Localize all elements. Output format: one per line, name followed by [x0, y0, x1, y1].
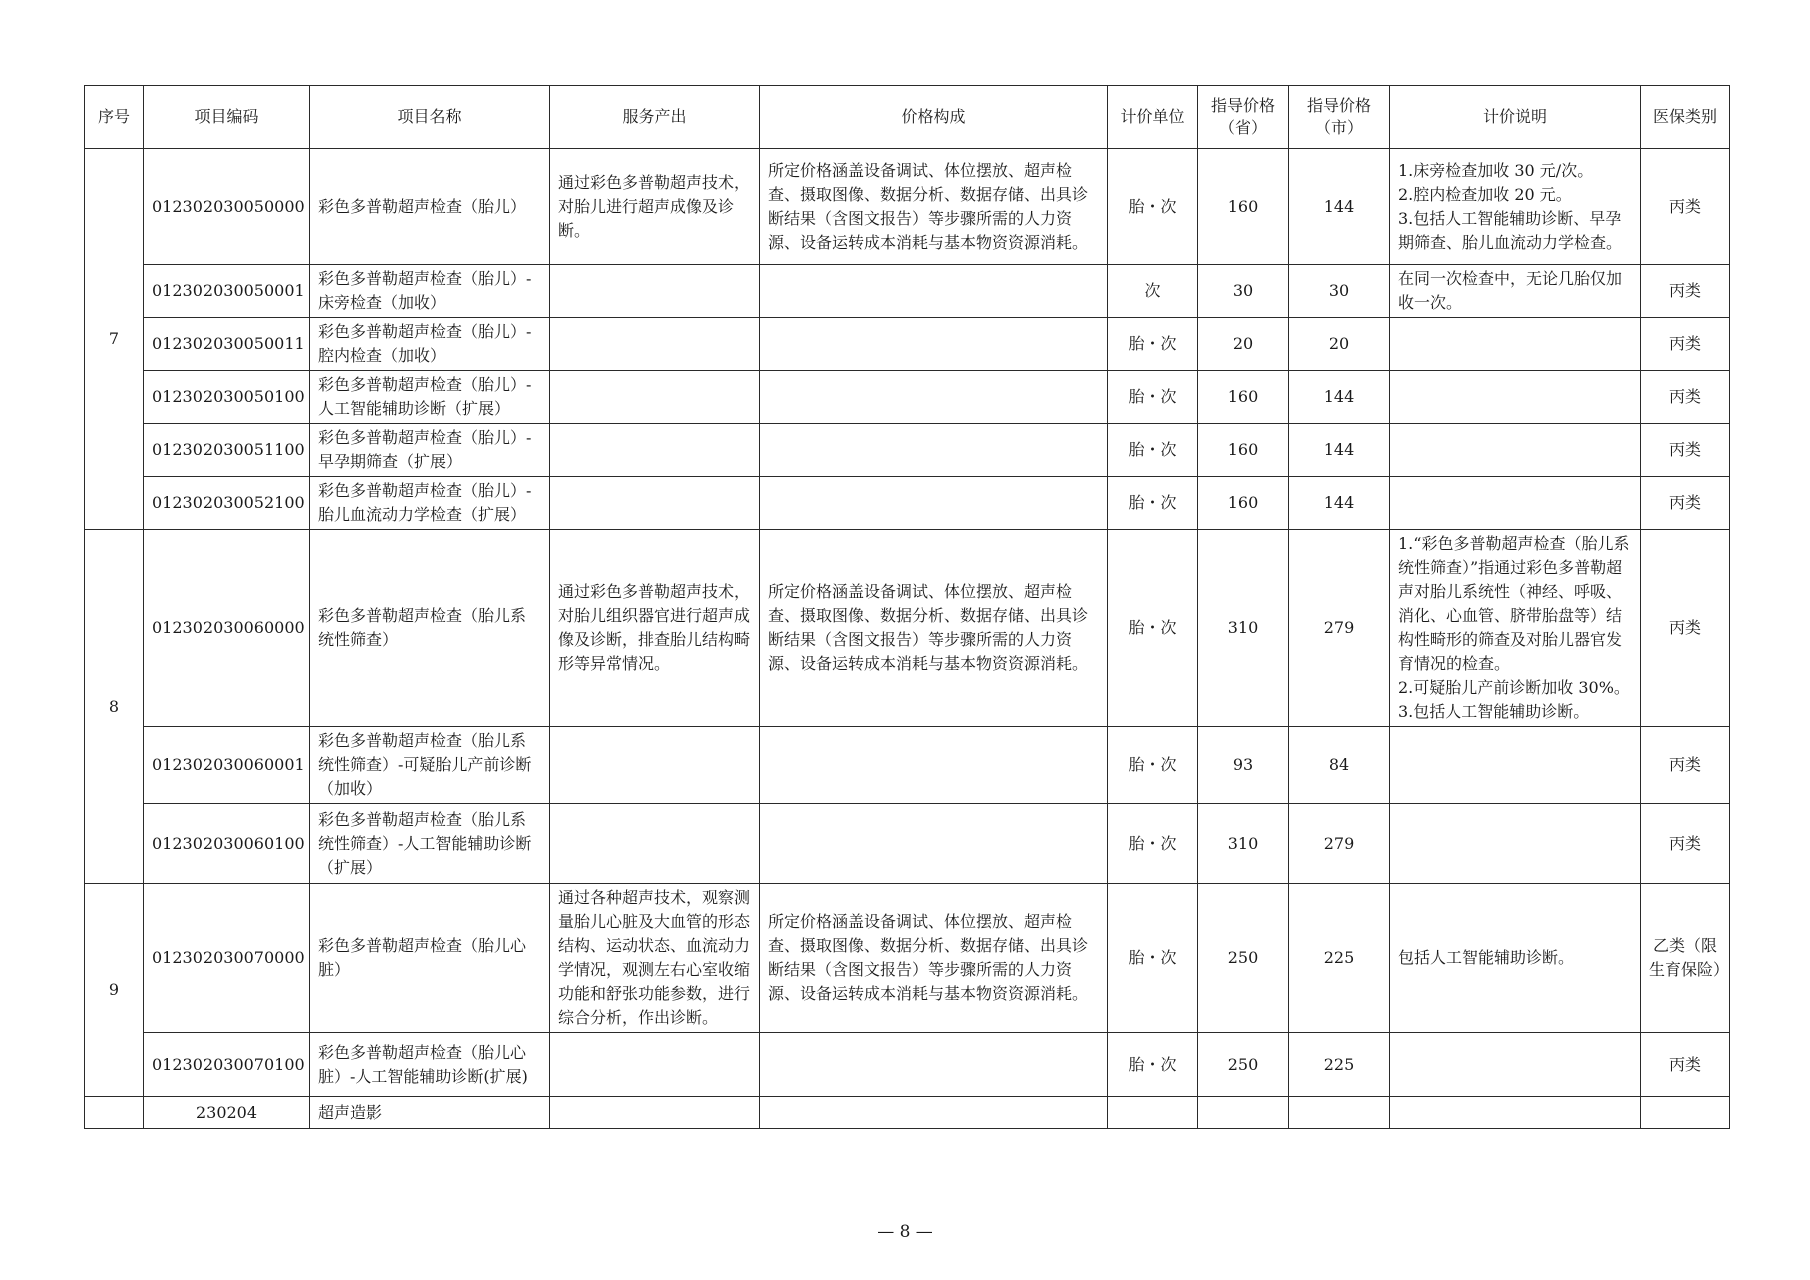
page-number: — 8 —: [877, 1222, 933, 1242]
price-province-cell: 310: [1198, 804, 1289, 884]
price-composition-cell: [760, 1033, 1108, 1097]
service-output-cell: [550, 371, 760, 424]
item-code-cell: 012302030050011: [144, 318, 310, 371]
table-row: [85, 265, 1730, 318]
price-province-cell: 160: [1198, 424, 1289, 477]
price-composition-cell: 所定价格涵盖设备调试、体位摆放、超声检查、摄取图像、数据分析、数据存储、出具诊断结果（含图文报告）等步骤所需的人力资源、设备运转成本消耗与基本物资资源消耗。: [760, 884, 1108, 1033]
table-row: [85, 371, 1730, 424]
table-row: [85, 477, 1730, 530]
pricing-note-cell: [1390, 318, 1641, 371]
table-row: [85, 804, 1730, 884]
price-province-cell: 160: [1198, 477, 1289, 530]
item-name-cell: 彩色多普勒超声检查（胎儿系统性筛查）: [310, 530, 550, 727]
item-code-cell: 012302030051100: [144, 424, 310, 477]
service-output-cell: [550, 424, 760, 477]
price-city-cell: 279: [1289, 804, 1390, 884]
service-output-cell: [550, 727, 760, 804]
header-price-province: 指导价格 （省）: [1198, 86, 1289, 149]
price-province-cell: 30: [1198, 265, 1289, 318]
price-city-cell: 225: [1289, 1033, 1390, 1097]
price-city-cell: 144: [1289, 371, 1390, 424]
insurance-category-cell: 丙类: [1641, 530, 1730, 727]
item-name-cell: 彩色多普勒超声检查（胎儿心脏）: [310, 884, 550, 1033]
item-code-cell: 230204: [144, 1097, 310, 1129]
pricing-note-cell: [1390, 371, 1641, 424]
service-output-cell: [550, 477, 760, 530]
pricing-unit-cell: 胎・次: [1108, 804, 1198, 884]
insurance-category-cell: 丙类: [1641, 477, 1730, 530]
insurance-category-cell: 丙类: [1641, 727, 1730, 804]
pricing-unit-cell: 胎・次: [1108, 530, 1198, 727]
price-city-cell: 84: [1289, 727, 1390, 804]
pricing-unit-cell: 胎・次: [1108, 1033, 1198, 1097]
pricing-unit-cell: 胎・次: [1108, 371, 1198, 424]
table-row: [85, 424, 1730, 477]
price-composition-cell: [760, 424, 1108, 477]
service-output-cell: [550, 318, 760, 371]
service-output-cell: 通过彩色多普勒超声技术，对胎儿组织器官进行超声成像及诊断，排查胎儿结构畸形等异常情况。: [550, 530, 760, 727]
price-city-cell: 144: [1289, 424, 1390, 477]
insurance-category-cell: 丙类: [1641, 265, 1730, 318]
price-composition-cell: [760, 804, 1108, 884]
insurance-category-cell: 乙类（限生育保险）: [1641, 884, 1730, 1033]
price-city-cell: [1289, 1097, 1390, 1129]
insurance-category-cell: 丙类: [1641, 804, 1730, 884]
item-name-cell: 超声造影: [310, 1097, 550, 1129]
price-composition-cell: [760, 265, 1108, 318]
item-name-cell: 彩色多普勒超声检查（胎儿）-早孕期筛查（扩展）: [310, 424, 550, 477]
service-output-cell: [550, 1033, 760, 1097]
insurance-category-cell: 丙类: [1641, 1033, 1730, 1097]
header-name: 项目名称: [310, 86, 550, 149]
service-output-cell: [550, 804, 760, 884]
item-name-cell: 彩色多普勒超声检查（胎儿）-胎儿血流动力学检查（扩展）: [310, 477, 550, 530]
insurance-category-cell: 丙类: [1641, 424, 1730, 477]
item-code-cell: 012302030070100: [144, 1033, 310, 1097]
item-code-cell: 012302030070000: [144, 884, 310, 1033]
item-code-cell: 012302030060000: [144, 530, 310, 727]
price-province-cell: 250: [1198, 884, 1289, 1033]
header-insurance-category: 医保类别: [1641, 86, 1730, 149]
pricing-unit-cell: 胎・次: [1108, 318, 1198, 371]
price-city-cell: 279: [1289, 530, 1390, 727]
insurance-category-cell: 丙类: [1641, 371, 1730, 424]
header-output: 服务产出: [550, 86, 760, 149]
price-province-cell: 250: [1198, 1033, 1289, 1097]
price-composition-cell: [760, 371, 1108, 424]
price-city-cell: 20: [1289, 318, 1390, 371]
item-code-cell: 012302030052100: [144, 477, 310, 530]
item-code-cell: 012302030050000: [144, 149, 310, 265]
insurance-category-cell: 丙类: [1641, 318, 1730, 371]
insurance-category-cell: [1641, 1097, 1730, 1129]
price-table: [84, 85, 1730, 1129]
price-province-cell: 160: [1198, 371, 1289, 424]
pricing-unit-cell: 胎・次: [1108, 884, 1198, 1033]
table-row: [85, 884, 1730, 1033]
pricing-note-cell: 1.床旁检查加收 30 元/次。 2.腔内检查加收 20 元。 3.包括人工智能辅助诊断、早孕期筛查、胎儿血流动力学检查。: [1390, 149, 1641, 265]
pricing-note-cell: [1390, 804, 1641, 884]
seq-cell: 9: [85, 884, 144, 1097]
header-price-composition: 价格构成: [760, 86, 1108, 149]
item-code-cell: 012302030060001: [144, 727, 310, 804]
insurance-category-cell: 丙类: [1641, 149, 1730, 265]
price-province-cell: [1198, 1097, 1289, 1129]
item-name-cell: 彩色多普勒超声检查（胎儿系统性筛查）-可疑胎儿产前诊断（加收）: [310, 727, 550, 804]
price-table-container: [84, 85, 1729, 1129]
seq-cell: [85, 1097, 144, 1129]
price-composition-cell: [760, 727, 1108, 804]
header-unit: 计价单位: [1108, 86, 1198, 149]
header-code: 项目编码: [144, 86, 310, 149]
table-row: [85, 1033, 1730, 1097]
price-composition-cell: 所定价格涵盖设备调试、体位摆放、超声检查、摄取图像、数据分析、数据存储、出具诊断结果（含图文报告）等步骤所需的人力资源、设备运转成本消耗与基本物资资源消耗。: [760, 149, 1108, 265]
price-composition-cell: 所定价格涵盖设备调试、体位摆放、超声检查、摄取图像、数据分析、数据存储、出具诊断结果（含图文报告）等步骤所需的人力资源、设备运转成本消耗与基本物资资源消耗。: [760, 530, 1108, 727]
service-output-cell: 通过彩色多普勒超声技术，对胎儿进行超声成像及诊断。: [550, 149, 760, 265]
item-name-cell: 彩色多普勒超声检查（胎儿）-床旁检查（加收）: [310, 265, 550, 318]
price-city-cell: 144: [1289, 477, 1390, 530]
price-province-cell: 160: [1198, 149, 1289, 265]
pricing-note-cell: 包括人工智能辅助诊断。: [1390, 884, 1641, 1033]
table-row: [85, 530, 1730, 727]
pricing-note-cell: 在同一次检查中，无论几胎仅加收一次。: [1390, 265, 1641, 318]
pricing-note-cell: [1390, 424, 1641, 477]
pricing-note-cell: [1390, 477, 1641, 530]
price-city-cell: 225: [1289, 884, 1390, 1033]
price-composition-cell: [760, 1097, 1108, 1129]
pricing-note-cell: 1.“彩色多普勒超声检查（胎儿系统性筛查）”指通过彩色多普勒超声对胎儿系统性（神经、呼吸、消化、心血管、脐带胎盘等）结构性畸形的筛查及对胎儿器官发育情况的检查。 2.可疑胎儿产前诊断加收 30%。 3.包括人工智能辅助诊断。: [1390, 530, 1641, 727]
header-seq: 序号: [85, 86, 144, 149]
table-row: [85, 1097, 1730, 1129]
seq-cell: 7: [85, 149, 144, 530]
item-name-cell: 彩色多普勒超声检查（胎儿）-人工智能辅助诊断（扩展）: [310, 371, 550, 424]
seq-cell: 8: [85, 530, 144, 884]
item-code-cell: 012302030050001: [144, 265, 310, 318]
price-province-cell: 20: [1198, 318, 1289, 371]
header-price-city: 指导价格 （市）: [1289, 86, 1390, 149]
price-city-cell: 144: [1289, 149, 1390, 265]
price-city-cell: 30: [1289, 265, 1390, 318]
item-code-cell: 012302030060100: [144, 804, 310, 884]
price-province-cell: 310: [1198, 530, 1289, 727]
table-row: [85, 149, 1730, 265]
pricing-unit-cell: [1108, 1097, 1198, 1129]
pricing-unit-cell: 胎・次: [1108, 727, 1198, 804]
price-province-cell: 93: [1198, 727, 1289, 804]
price-composition-cell: [760, 318, 1108, 371]
price-composition-cell: [760, 477, 1108, 530]
header-pricing-note: 计价说明: [1390, 86, 1641, 149]
service-output-cell: [550, 265, 760, 318]
pricing-unit-cell: 胎・次: [1108, 477, 1198, 530]
pricing-unit-cell: 胎・次: [1108, 424, 1198, 477]
pricing-note-cell: [1390, 1097, 1641, 1129]
item-name-cell: 彩色多普勒超声检查（胎儿）: [310, 149, 550, 265]
service-output-cell: [550, 1097, 760, 1129]
item-name-cell: 彩色多普勒超声检查（胎儿系统性筛查）-人工智能辅助诊断（扩展）: [310, 804, 550, 884]
pricing-unit-cell: 胎・次: [1108, 149, 1198, 265]
table-row: [85, 318, 1730, 371]
pricing-unit-cell: 次: [1108, 265, 1198, 318]
item-name-cell: 彩色多普勒超声检查（胎儿）-腔内检查（加收）: [310, 318, 550, 371]
item-name-cell: 彩色多普勒超声检查（胎儿心脏）-人工智能辅助诊断(扩展): [310, 1033, 550, 1097]
pricing-note-cell: [1390, 1033, 1641, 1097]
item-code-cell: 012302030050100: [144, 371, 310, 424]
pricing-note-cell: [1390, 727, 1641, 804]
table-row: [85, 727, 1730, 804]
service-output-cell: 通过各种超声技术，观察测量胎儿心脏及大血管的形态结构、运动状态、血流动力学情况，观测左右心室收缩功能和舒张功能参数，进行综合分析，作出诊断。: [550, 884, 760, 1033]
header-row: [85, 86, 1730, 149]
